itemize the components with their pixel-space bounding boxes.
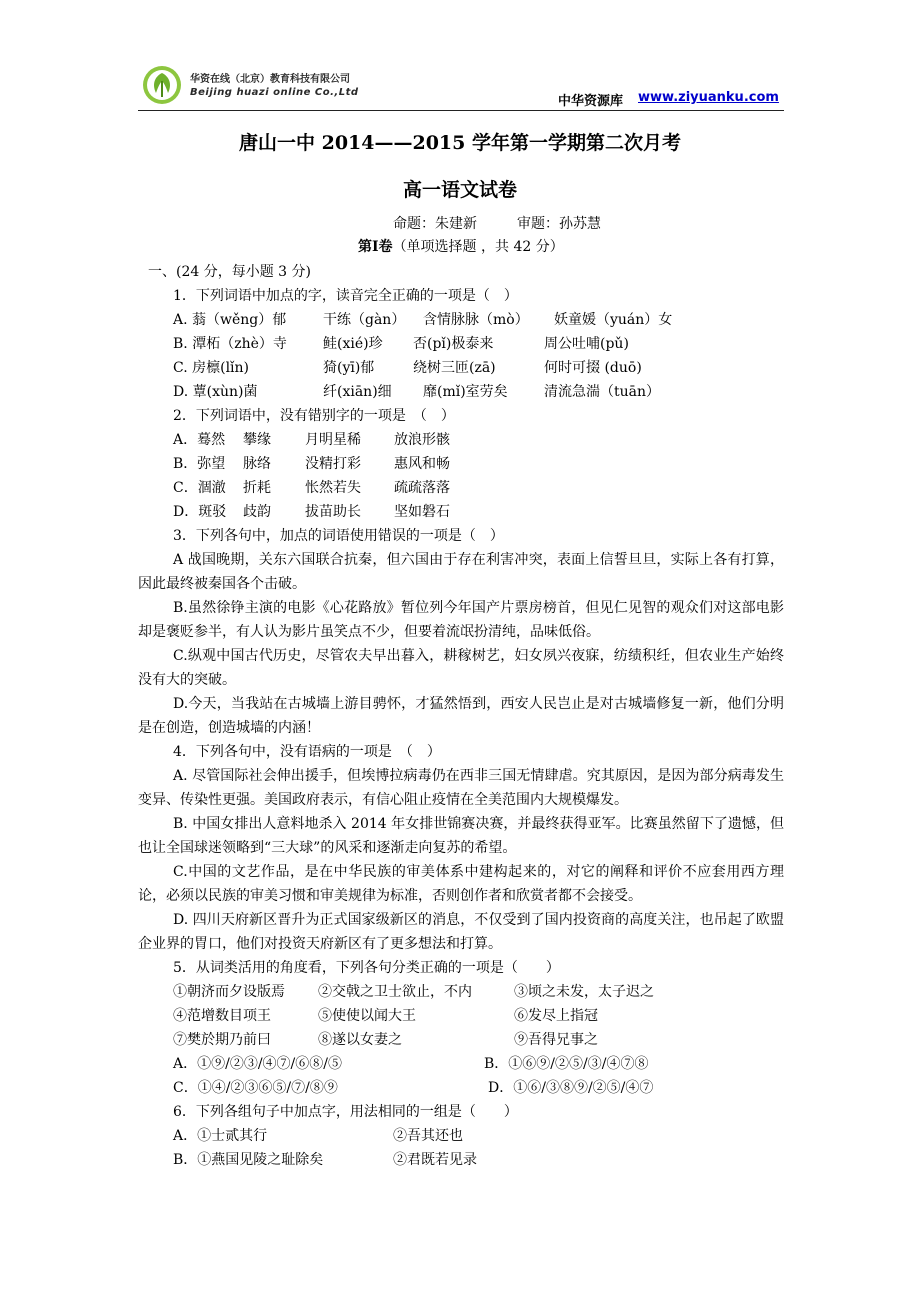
header-divider [138,110,784,111]
q5-sentence: ⑦樊於期乃前曰 [173,1032,271,1048]
q2-c-3: 怅然若失 [305,480,361,496]
q3-option-a[interactable]: A 战国晚期，关东六国联合抗秦，但六国由于存在利害冲突，表面上信誓旦旦，实际上各有打算，因此最终被秦国各个击破。 [138,552,784,592]
q2-b-4: 惠风和畅 [394,456,450,472]
q2-d-3: 拔苗助长 [305,504,361,520]
q5-sentence: ③顷之未发，太子迟之 [514,984,654,1000]
q1-c-1: C. 房檩(lǐn) [173,360,250,376]
site-name: 中华资源库 [558,94,624,109]
q5-answer-row [138,1052,784,1076]
q2-b-1: B．弥望 [173,456,226,472]
q1-c-3: 绕树三匝(zā) [413,360,496,376]
company-name-cn: 华资在线（北京）教育科技有限公司 [190,74,350,85]
q2-option-b[interactable] [138,452,784,476]
part-heading: 一、(24 分，每小题 3 分) [148,264,311,280]
q1-b-1: B. 潭柘（zhè）寺 [173,336,287,352]
q5-sentence: ⑤使使以闻大王 [318,1008,416,1024]
company-name-en: Beijing huazi online Co.,Ltd [190,87,359,98]
section-name: 第Ⅰ卷 [358,239,393,255]
q5-sentence-row [138,1028,784,1052]
question-4-stem: 4．下列各句中，没有语病的一项是 （ ） [173,744,441,760]
company-logo-icon [142,65,182,105]
q1-option-d[interactable] [138,380,784,404]
q6-a-1: A．①士贰其行 [173,1128,268,1144]
q4-option-a[interactable]: A. 尽管国际社会伸出援手，但埃博拉病毒仍在西非三国无情肆虐。究其原因，是因为部分病毒发生变异、传染性更强。美国政府表示，有信心阻止疫情在全美范围内大规模爆发。 [138,768,784,808]
q1-a-1: A. 蓊（wěng）郁 [173,312,287,328]
q2-a-2: 攀缘 [243,432,271,448]
q5-sentence: ⑨吾得兄事之 [514,1032,598,1048]
q3-option-c[interactable]: C.纵观中国古代历史，尽管农夫早出暮入，耕稼树艺，妇女夙兴夜寐，纺绩积纴，但农业生产始终没有大的突破。 [138,648,784,688]
q1-a-4: 妖童媛（yuán）女 [554,312,673,328]
q2-c-4: 疏疏落落 [394,480,450,496]
section-desc: （单项选择题 ，共 42 分） [392,239,564,255]
q6-option-a[interactable] [138,1124,784,1148]
q6-a-2: ②吾其还也 [393,1128,463,1144]
question-1-stem: 1．下列词语中加点的字，读音完全正确的一项是（ ） [173,288,518,304]
q2-d-1: D．斑驳 [173,504,227,520]
q2-b-3: 没精打彩 [305,456,361,472]
q1-d-4: 清流急湍（tuān） [544,384,661,400]
page-header [138,60,788,112]
q1-b-2: 鲑(xié)珍 [323,336,383,352]
q6-option-b[interactable] [138,1148,784,1172]
q5-sentence-row [138,1004,784,1028]
q2-c-1: C．涸澈 [173,480,226,496]
q1-d-2: 纤(xiān)细 [323,384,392,400]
q2-c-2: 折耗 [243,480,271,496]
q5-answer-row [138,1076,784,1100]
exam-subtitle: 高一语文试卷 [402,179,517,201]
q2-a-4: 放浪形骸 [394,432,450,448]
q4-option-d[interactable]: D. 四川天府新区晋升为正式国家级新区的消息，不仅受到了国内投资商的高度关注，也吊起了欧盟企业界的胃口，他们对投资天府新区有了更多想法和打算。 [138,912,784,952]
q4-option-c[interactable]: C.中国的文艺作品，是在中华民族的审美体系中建构起来的，对它的阐释和评价不应套用西方理论，必须以民族的审美习惯和审美规律为标准，否则创作者和欣赏者都不会接受。 [138,864,784,904]
q1-option-c[interactable] [138,356,784,380]
q5-sentence: ⑧遂以女妻之 [318,1032,402,1048]
site-url-link[interactable]: www.ziyuanku.com [638,90,779,105]
exam-title: 唐山一中 2014——2015 学年第一学期第二次月考 [239,132,681,154]
q1-a-2: 干练（gàn） [323,312,406,328]
section-heading [358,236,564,256]
q6-b-1: B．①燕国见陵之耻除矣 [173,1152,324,1168]
q5-option-c[interactable]: C．①④/②③⑥⑤/⑦/⑧⑨ [173,1080,338,1096]
q1-d-3: 靡(mǐ)室劳矣 [423,384,508,400]
reviewer: 审题：孙苏慧 [517,216,601,232]
q2-b-2: 脉络 [243,456,271,472]
q1-b-4: 周公吐哺(pǔ) [544,336,629,352]
q5-sentence-row [138,980,784,1004]
q5-sentence: ①朝济而夕设版焉 [173,984,285,1000]
q1-c-4: 何时可掇 (duō) [544,360,642,376]
question-3-stem: 3．下列各句中，加点的词语使用错误的一项是（ ） [173,528,504,544]
q5-sentence: ④范增数目项王 [173,1008,271,1024]
q2-a-1: A．蓦然 [173,432,226,448]
setter: 命题：朱建新 [393,216,477,232]
q4-option-b[interactable]: B. 中国女排出人意料地杀入 2014 年女排世锦赛决赛，并最终获得亚军。比赛虽然留下了遗憾，但也让全国球迷领略到“三大球”的风采和逐渐走向复苏的希望。 [138,816,784,856]
q5-sentence: ②交戟之卫士欲止，不内 [318,984,472,1000]
q6-b-2: ②君既若见录 [393,1152,477,1168]
question-5-stem: 5．从词类活用的角度看，下列各句分类正确的一项是（ ） [173,960,560,976]
q1-option-b[interactable] [138,332,784,356]
q5-option-a[interactable]: A．①⑨/②③/④⑦/⑥⑧/⑤ [173,1056,342,1072]
q3-option-b[interactable]: B.虽然徐铮主演的电影《心花路放》暂位列今年国产片票房榜首，但见仁见智的观众们对这部电影却是褒贬参半，有人认为影片虽笑点不少，但要着流氓扮清纯，品味低俗。 [138,600,784,640]
q1-b-3: 否(pǐ)极泰来 [413,336,494,352]
exam-credits [393,213,601,233]
q2-option-d[interactable] [138,500,784,524]
q5-option-d[interactable]: D．①⑥/③⑧⑨/②⑤/④⑦ [488,1080,654,1096]
q2-d-4: 坚如磐石 [394,504,450,520]
q1-c-2: 猗(yī)郁 [323,360,375,376]
question-2-stem: 2．下列词语中，没有错别字的一项是 （ ） [173,408,455,424]
question-6-stem: 6．下列各组句子中加点字，用法相同的一组是（ ） [173,1104,518,1120]
q1-option-a[interactable] [138,308,784,332]
q2-option-a[interactable] [138,428,784,452]
q2-a-3: 月明星稀 [305,432,361,448]
q1-d-1: D. 蕈(xùn)菌 [173,384,258,400]
q2-d-2: 歧韵 [243,504,271,520]
q3-option-d[interactable]: D.今天，当我站在古城墙上游目骋怀，才猛然悟到，西安人民岂止是对古城墙修复一新，他们分明是在创造，创造城墙的内涵！ [138,696,784,736]
q5-option-b[interactable]: B．①⑥⑨/②⑤/③/④⑦⑧ [484,1056,649,1072]
q2-option-c[interactable] [138,476,784,500]
q1-a-3: 含情脉脉（mò） [423,312,529,328]
q5-sentence: ⑥发尽上指冠 [514,1008,598,1024]
exam-body [138,260,784,1172]
